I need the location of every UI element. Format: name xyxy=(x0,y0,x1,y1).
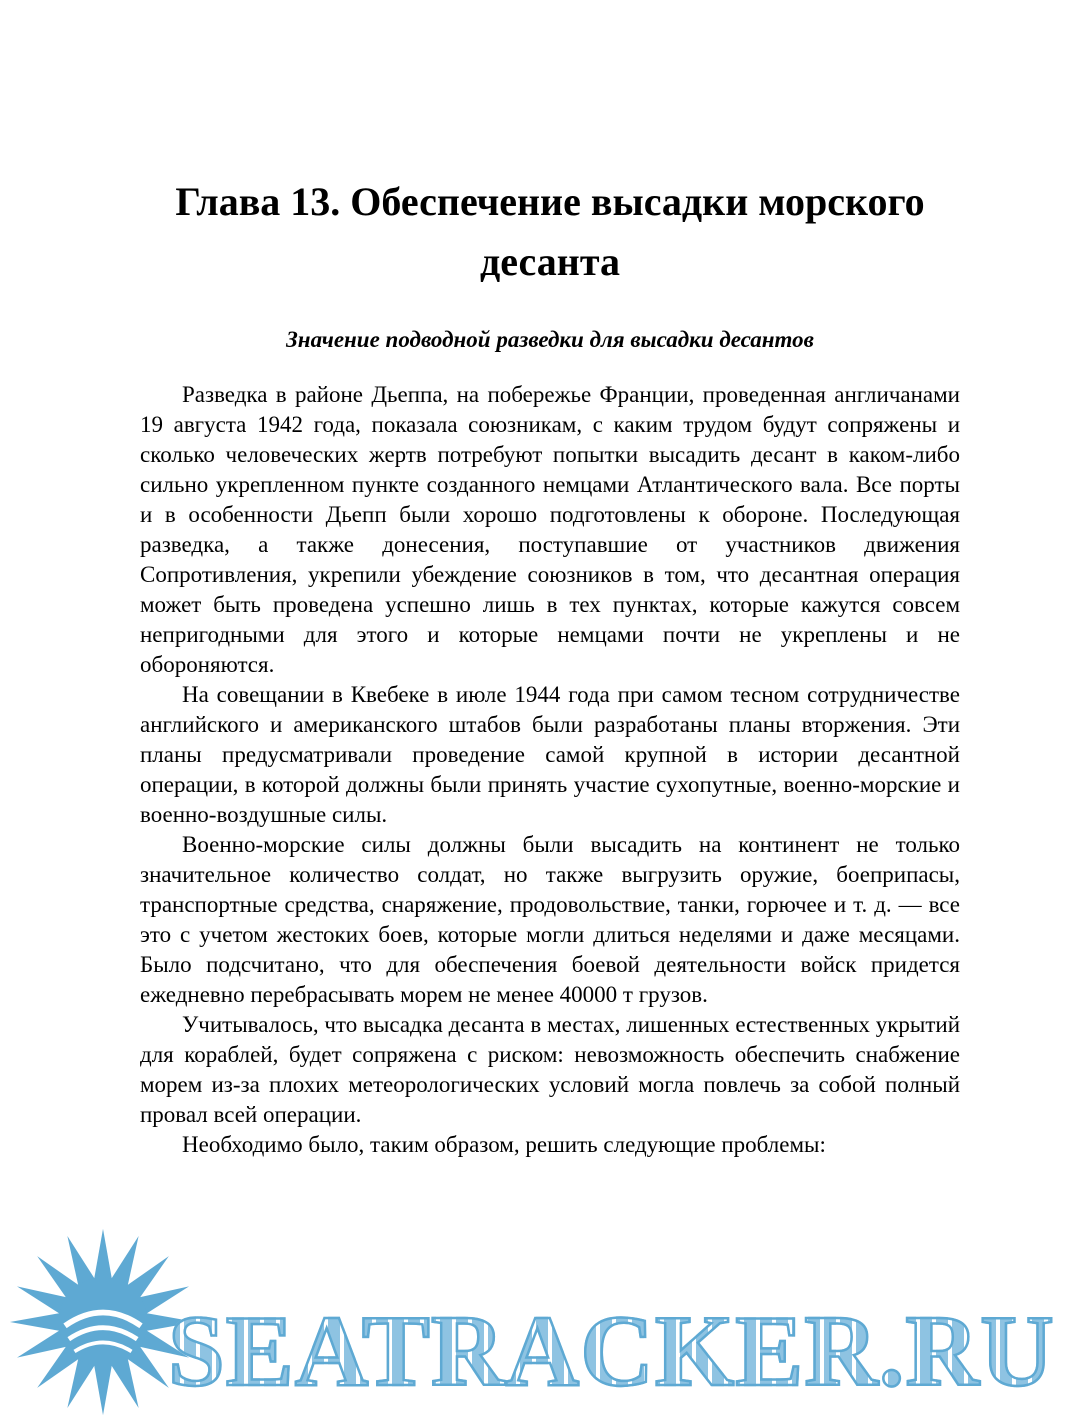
paragraph-5: Необходимо было, таким образом, решить следующие проблемы: xyxy=(182,1131,826,1157)
paragraph-4: Учитывалось, что высадка десанта в местах, лишенных естественных укрытий для кораблей, будет сопряжена с риском: невозможность обеспечить снабжение морем из-за плохих метеорологических условий могла повлечь за собой полный провал всей операции. xyxy=(140,1011,960,1127)
paragraph-2: На совещании в Квебеке в июле 1944 года при самом тесном сотрудничестве английского и американского штабов были разработаны планы вторжения. Эти планы предусматривали проведение самой крупной в истории десантной операции, в которой должны были принять участие сухопутные, военно-морские и военно-воздушные силы. xyxy=(140,681,960,827)
paragraph-1: Разведка в районе Дьеппа, на побережье Франции, проведенная англичанами 19 августа 1942 года, показала союзникам, с каким трудом будут сопряжены и сколько человеческих жертв потребуют попытки высадить десант в каком-либо сильно укрепленном пункте созданного немцами Атлантического вала. Все порты и в особенности Дьепп были хорошо подготовлены к обороне. Последующая разведка, а также донесения, поступавшие от участников движения Сопротивления, укрепили убеждение союзников в том, что десантная операция может быть проведена успешно лишь в тех пунктах, которые кажутся совсем непригодными для этого и которые немцами почти не укреплены и не обороняются. xyxy=(140,381,960,677)
paragraph-3: Военно-морские силы должны были высадить на континент не только значительное количество солдат, но также выгрузить оружие, боеприпасы, транспортные средства, снаряжение, продовольствие, танки, горючее и т. д. — все это с учетом жестоких боев, которые могли длиться неделями и даже месяцами. Было подсчитано, что для обеспечения боевой деятельности войск придется ежедневно перебрасывать морем не менее 40000 т грузов. xyxy=(140,831,960,1007)
page-content xyxy=(140,172,960,1160)
sun-logo-icon xyxy=(8,1227,198,1417)
section-subtitle: Значение подводной разведки для высадки десантов xyxy=(286,327,814,352)
watermark-text: SEATRACKER.RU xyxy=(168,1295,1055,1408)
chapter-title: Глава 13. Обеспечение высадки морского десанта xyxy=(175,179,925,284)
watermark xyxy=(0,1215,1080,1425)
